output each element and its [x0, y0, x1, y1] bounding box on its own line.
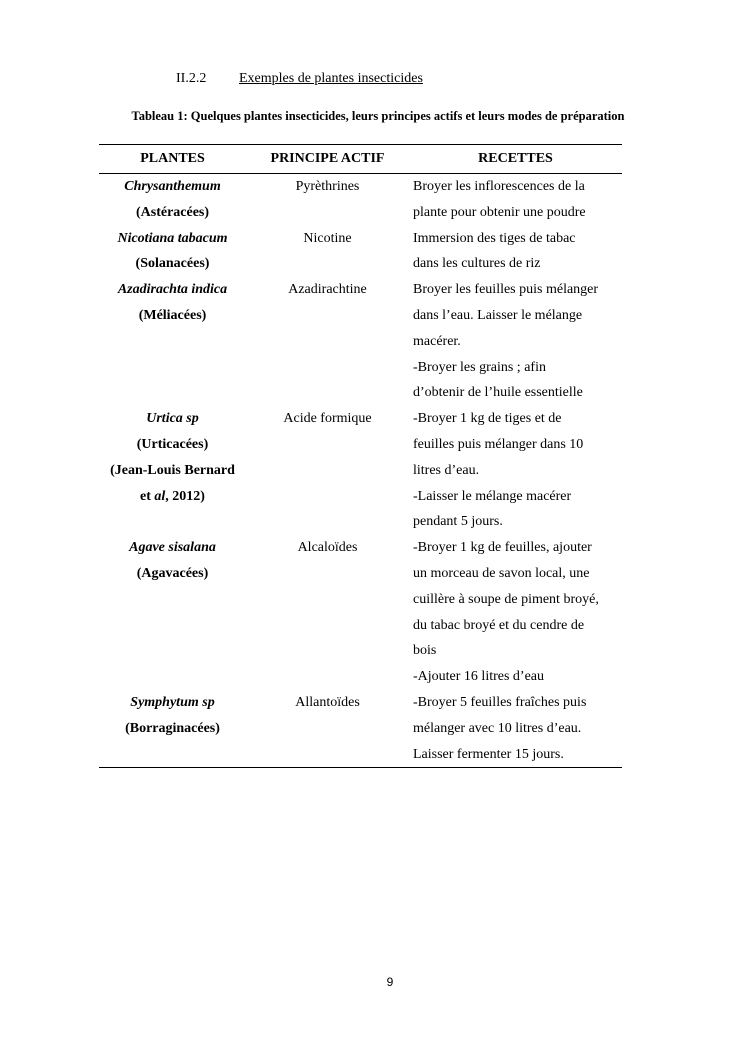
recipe-line: un morceau de savon local, une [413, 565, 590, 581]
recipe-line: Immersion des tiges de tabac [413, 230, 576, 246]
table-row [99, 690, 622, 768]
header-plantes: PLANTES [99, 145, 246, 174]
plant-family: (Borraginacées) [125, 720, 220, 736]
plant-name: Nicotiana tabacum [117, 230, 228, 246]
recipe-line: -Ajouter 16 litres d’eau [413, 669, 545, 685]
plant-family: (Méliacées) [138, 307, 207, 323]
recipe-cell [409, 226, 622, 278]
active-principle: Allantoïdes [295, 694, 360, 710]
plant-cell [99, 226, 246, 278]
plant-cell [99, 277, 246, 406]
table-header-row [99, 145, 622, 174]
active-principle: Acide formique [283, 411, 372, 427]
recipe-line: Laisser fermenter 15 jours. [413, 746, 564, 762]
plant-family: (Solanacées) [135, 256, 210, 272]
plant-name: Symphytum sp [130, 694, 215, 710]
citation-line-2: et al, 2012) [140, 488, 205, 504]
recipe-cell [409, 535, 622, 690]
principle-cell [246, 277, 409, 406]
plant-cell [99, 690, 246, 768]
recipe-line: -Broyer les grains ; afin [413, 359, 546, 375]
table-row [99, 406, 622, 535]
principle-cell [246, 535, 409, 690]
plant-cell [99, 174, 246, 226]
recipe-line: Broyer les inflorescences de la [413, 179, 585, 194]
recipe-line: plante pour obtenir une poudre [413, 204, 586, 220]
section-number: II.2.2 [176, 71, 207, 86]
recipe-line: bois [413, 643, 437, 659]
recipe-line: -Broyer 1 kg de tiges et de [413, 411, 562, 427]
section-heading [176, 69, 423, 89]
plant-name: Agave sisalana [129, 540, 216, 556]
principle-cell [246, 174, 409, 226]
table-row [99, 535, 622, 690]
table-row [99, 226, 622, 278]
header-recettes: RECETTES [409, 145, 622, 174]
active-principle: Azadirachtine [288, 282, 367, 298]
plant-cell [99, 535, 246, 690]
recipe-cell [409, 690, 622, 768]
section-title: Exemples de plantes insecticides [239, 71, 423, 86]
recipe-cell [409, 406, 622, 535]
plant-name: Urtica sp [146, 411, 199, 427]
plant-cell [99, 406, 246, 535]
active-principle: Nicotine [303, 230, 352, 246]
principle-cell [246, 226, 409, 278]
recipe-line: mélanger avec 10 litres d’eau. [413, 720, 582, 736]
recipe-cell [409, 277, 622, 406]
plant-family: (Urticacées) [136, 436, 209, 452]
plants-table [99, 144, 622, 768]
table-row [99, 277, 622, 406]
recipe-line: pendant 5 jours. [413, 514, 503, 530]
header-principe-actif: PRINCIPE ACTIF [246, 145, 409, 174]
plant-family: (Astéracées) [135, 204, 210, 220]
recipe-line: dans l’eau. Laisser le mélange [413, 307, 583, 323]
recipe-line: -Broyer 1 kg de feuilles, ajouter [413, 540, 592, 556]
plant-name: Azadirachta indica [117, 282, 228, 298]
table-row [99, 174, 622, 226]
recipe-line: d’obtenir de l’huile essentielle [413, 385, 583, 401]
recipe-line: litres d’eau. [413, 462, 480, 478]
recipe-line: macérer. [413, 333, 461, 349]
recipe-line: du tabac broyé et du cendre de [413, 617, 585, 633]
active-principle: Pyrèthrines [295, 179, 360, 194]
recipe-cell [409, 174, 622, 226]
recipe-line: -Laisser le mélange macérer [413, 488, 572, 504]
table-caption: Tableau 1: Quelques plantes insecticides, leurs principes actifs et leurs modes de préparation [131, 109, 625, 123]
recipe-line: dans les cultures de riz [413, 256, 541, 272]
recipe-line: feuilles puis mélanger dans 10 [413, 436, 584, 452]
plant-family: (Agavacées) [136, 565, 209, 581]
active-principle: Alcaloïdes [297, 540, 358, 556]
page-number: 9 [386, 975, 394, 989]
principle-cell [246, 406, 409, 535]
recipe-line: -Broyer 5 feuilles fraîches puis [413, 694, 587, 710]
citation-line-1: (Jean-Louis Bernard [110, 462, 235, 478]
recipe-line: cuillère à soupe de piment broyé, [413, 591, 599, 607]
plant-name: Chrysanthemum [124, 179, 221, 194]
principle-cell [246, 690, 409, 768]
recipe-line: Broyer les feuilles puis mélanger [413, 282, 599, 298]
